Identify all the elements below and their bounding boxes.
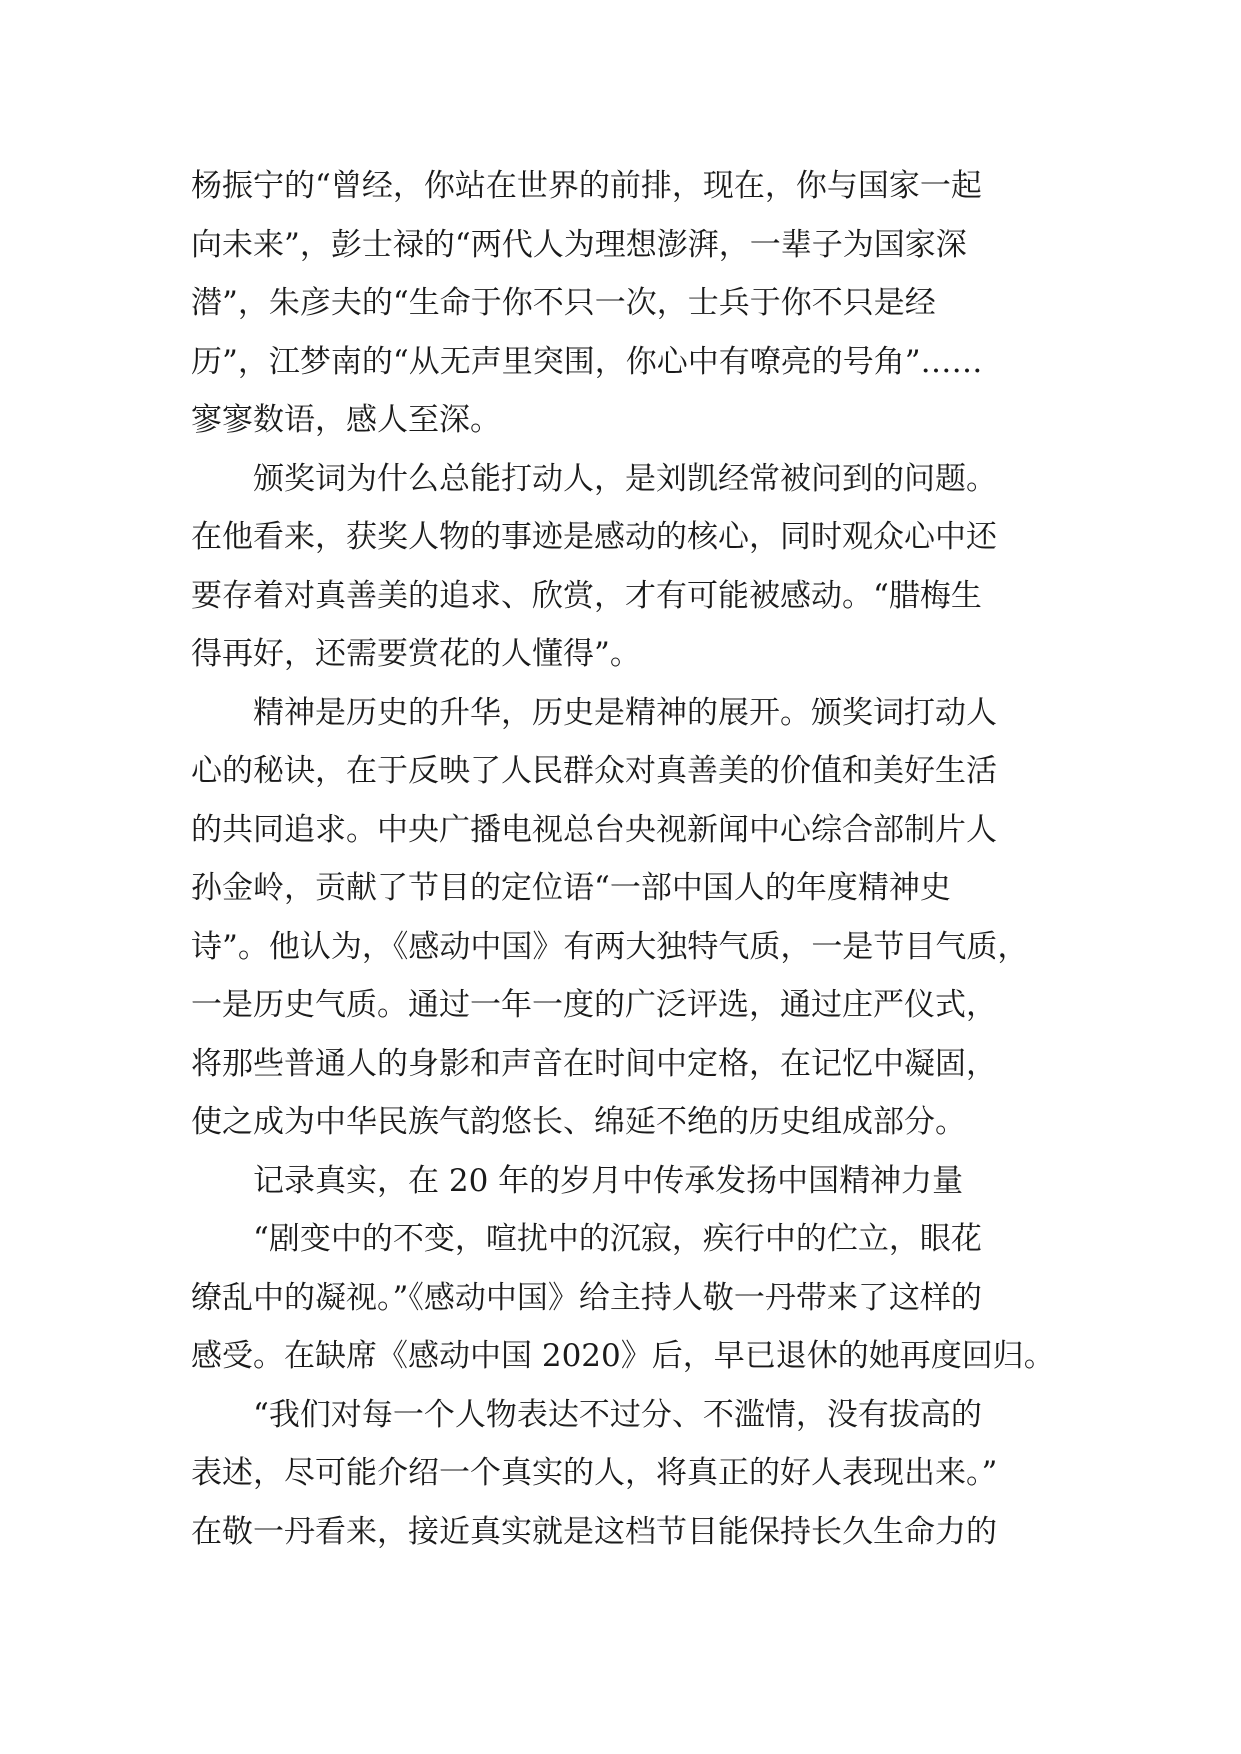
text-line: “剧变中的不变，喧扰中的沉寂，疾行中的伫立，眼花: [253, 1221, 982, 1257]
text-line: “我们对每一个人物表达不过分、不滥情，没有拔高的: [253, 1396, 982, 1433]
text-line: 诗”。他认为，《感动中国》有两大独特气质，一是节目气质，: [191, 928, 1029, 965]
text-line: 使之成为中华民族气韵悠长、绵延不绝的历史组成部分。: [191, 1104, 966, 1140]
text-line: 孙金岭，贡献了节目的定位语“一部中国人的年度精神史: [191, 870, 951, 906]
section-heading-text: 记录真实，在 20 年的岁月中传承发扬中国精神力量: [253, 1162, 964, 1199]
text-line: 表述，尽可能介绍一个真实的人，将真正的好人表现出来。”: [191, 1455, 998, 1491]
section-heading: [191, 1152, 1073, 1211]
text-line: 杨振宁的“曾经，你站在世界的前排，现在，你与国家一起: [191, 168, 982, 204]
text-line: 一是历史气质。通过一年一度的广泛评选，通过庄严仪式，: [191, 987, 997, 1023]
text-line: 心的秘诀，在于反映了人民群众对真善美的价值和美好生活: [191, 753, 997, 789]
paragraph-2: [191, 450, 1073, 684]
text-line: 将那些普通人的身影和声音在时间中定格，在记忆中凝固，: [191, 1045, 997, 1082]
text-line: 潜”，朱彦夫的“生命于你不只一次，士兵于你不只是经: [191, 285, 936, 321]
text-line: 在敬一丹看来，接近真实就是这档节目能保持长久生命力的: [191, 1513, 997, 1550]
text-line: 在他看来，获奖人物的事迹是感动的核心，同时观众心中还: [191, 519, 997, 555]
text-line: 精神是历史的升华，历史是精神的展开。颁奖词打动人: [253, 694, 997, 731]
paragraph-3: [191, 684, 1073, 1152]
paragraph-4: [191, 1210, 1073, 1386]
text-line: 向未来”，彭士禄的“两代人为理想澎湃，一辈子为国家深: [191, 226, 967, 263]
paragraph-1: [191, 157, 1073, 450]
text-line: 缭乱中的凝视。”《感动中国》给主持人敬一丹带来了这样的: [191, 1279, 982, 1316]
text-line: 感受。在缺席《感动中国 2020》后，早已退休的她再度回归。: [191, 1338, 1055, 1374]
text-line: 历”，江梦南的“从无声里突围，你心中有嘹亮的号角”……: [191, 343, 983, 380]
text-line: 得再好，还需要赏花的人懂得”。: [191, 636, 641, 672]
text-line: 的共同追求。中央广播电视总台央视新闻中心综合部制片人: [191, 811, 997, 848]
document-body: [191, 157, 1073, 1561]
text-line: 寥寥数语，感人至深。: [191, 402, 501, 438]
text-line: 要存着对真善美的追求、欣赏，才有可能被感动。“腊梅生: [191, 577, 982, 614]
paragraph-5: [191, 1386, 1073, 1562]
text-line: 颁奖词为什么总能打动人，是刘凯经常被问到的问题。: [253, 460, 997, 497]
